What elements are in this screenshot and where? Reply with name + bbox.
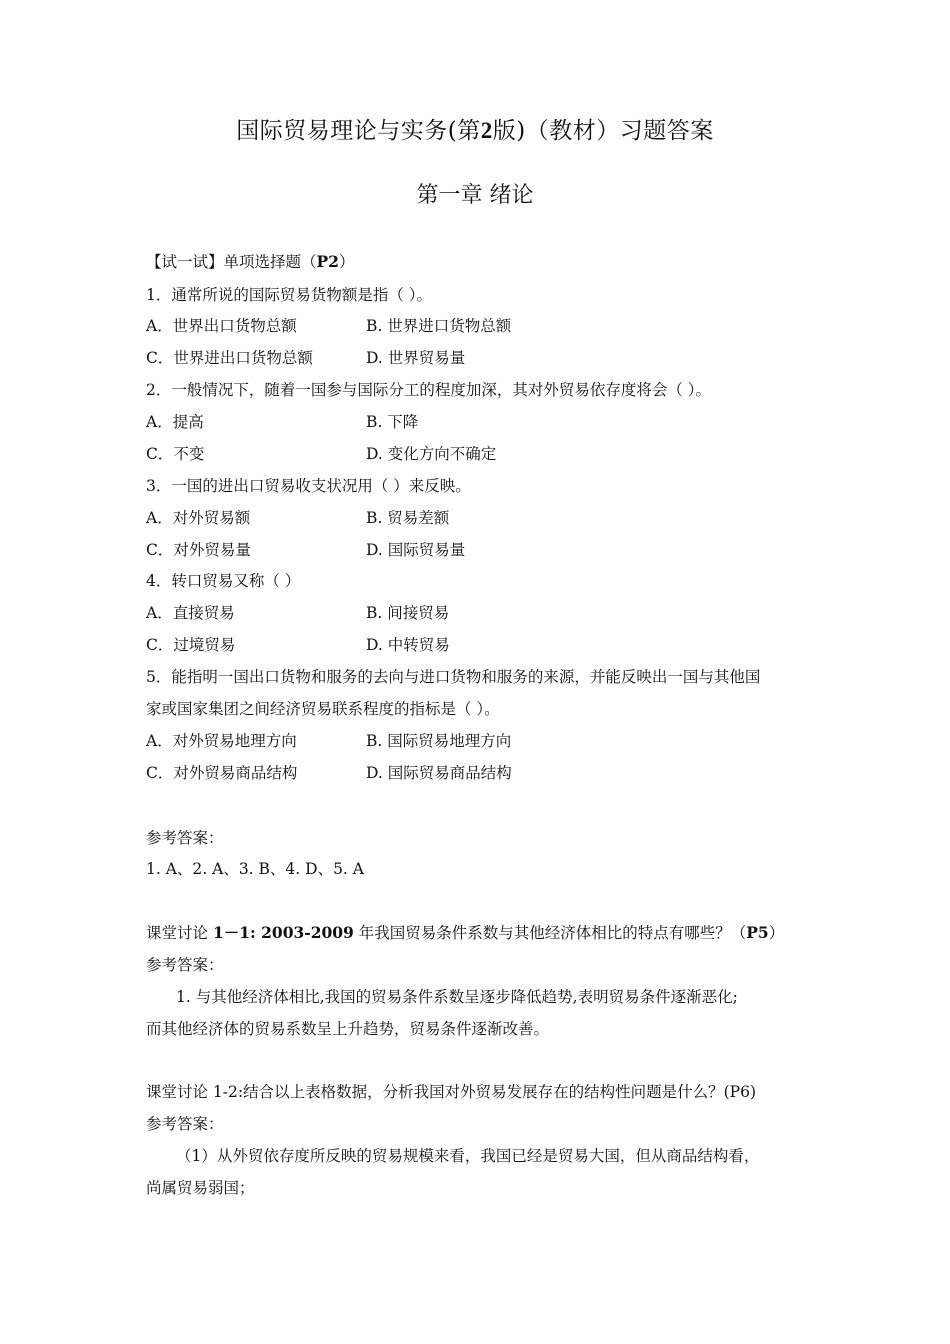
question-5-option-b: B. 国际贸易地理方向 [366,732,512,750]
question-1-stem: 1．通常所说的国际贸易货物额是指（ ）。 [146,286,433,304]
question-2-option-d: D. 变化方向不确定 [366,445,497,463]
discussion-1-answer-label: 参考答案： [146,956,224,974]
discussion-2-answer-line-2: 尚属贸易弱国； [146,1179,255,1197]
question-3-option-b: B. 贸易差额 [366,509,450,527]
question-4-option-d: D. 中转贸易 [366,636,450,654]
question-5-stem-continued: 家或国家集团之间经济贸易联系程度的指标是（ ）。 [146,700,500,718]
discussion-2-answer-label: 参考答案： [146,1115,224,1133]
discussion-2-answer-line-1: （1）从外贸依存度所反映的贸易规模来看，我国已经是贸易大国，但从商品结构看， [176,1147,760,1165]
discussion-1-mid: 年我国贸易条件系数与其他经济体相比的特点有哪些？（ [353,924,747,942]
discussion-1-post: ） [768,924,785,942]
title-text-pre: 国际贸易理论与实务(第 [236,118,481,144]
quiz-header-close: ） [338,253,355,271]
answers-label: 参考答案： [146,829,224,847]
question-1-option-c: C．世界进出口货物总额 [146,349,313,367]
question-2-option-a: A．提高 [146,413,204,431]
discussion-1-answer-line-2: 而其他经济体的贸易系数呈上升趋势，贸易条件逐渐改善。 [146,1020,550,1038]
quiz-header [146,252,354,272]
question-1-option-a: A．世界出口货物总额 [146,317,297,335]
question-2-option-c: C．不变 [146,445,205,463]
quiz-header-page: P2 [316,252,339,271]
question-3-option-d: D. 国际贸易量 [366,541,466,559]
question-4-option-a: A．直接贸易 [146,604,235,622]
chapter-heading: 第一章 绪论 [416,183,534,208]
answers-text: 1. A、2. A、3. B、4. D、5. A [146,860,364,878]
question-5-option-c: C．对外贸易商品结构 [146,764,298,782]
question-3-stem: 3．一国的进出口贸易收支状况用（ ）来反映。 [146,477,471,495]
question-3-option-c: C．对外贸易量 [146,541,251,559]
discussion-2-question: 课堂讨论 1-2:结合以上表格数据，分析我国对外贸易发展存在的结构性问题是什么？(P6) [146,1083,756,1101]
question-2-option-b: B. 下降 [366,413,419,431]
question-5-option-d: D. 国际贸易商品结构 [366,764,512,782]
question-5-option-a: A．对外贸易地理方向 [146,732,297,750]
discussion-1-answer-line-1: 1. 与其他经济体相比,我国的贸易条件系数呈逐步降低趋势,表明贸易条件逐渐恶化; [176,988,738,1006]
discussion-1-pre: 课堂讨论 [146,924,213,942]
question-4-option-b: B. 间接贸易 [366,604,450,622]
question-1-option-d: D. 世界贸易量 [366,349,466,367]
question-2-stem: 2．一般情况下，随着一国参与国际分工的程度加深，其对外贸易依存度将会（ ）。 [146,381,712,399]
question-4-option-c: C．过境贸易 [146,636,236,654]
document-title [0,112,950,145]
discussion-1-bold: 1－1: 2003-2009 [212,923,354,942]
question-5-stem: 5．能指明一国出口货物和服务的去向与进口货物和服务的来源，并能反映出一国与其他国 [146,668,761,686]
discussion-1-question [146,923,784,943]
quiz-header-text: 【试一试】单项选择题（ [146,253,317,271]
title-text-post: 版)（教材）习题答案 [492,118,714,144]
discussion-1-page: P5 [746,923,769,942]
question-3-option-a: A．对外贸易额 [146,509,251,527]
question-4-stem: 4．转口贸易又称（ ） [146,572,301,590]
title-edition: 2 [480,118,493,143]
question-1-option-b: B. 世界进口货物总额 [366,317,512,335]
